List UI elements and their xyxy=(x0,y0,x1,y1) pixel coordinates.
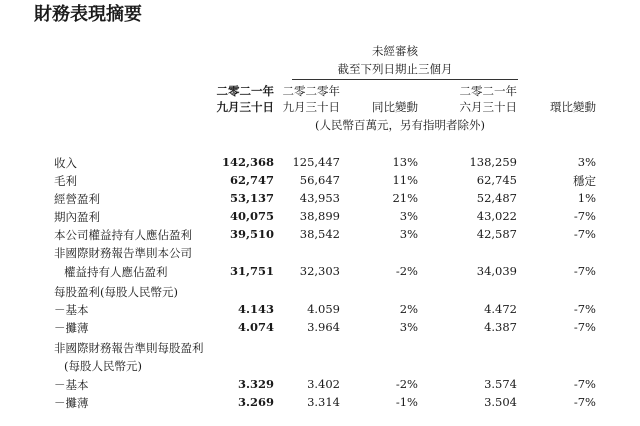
row-label: －基本 xyxy=(54,303,89,317)
qoq-change: -7% xyxy=(573,264,596,278)
yoy-change: -2% xyxy=(395,264,418,278)
qoq-change: -7% xyxy=(573,395,596,409)
row-label: 毛利 xyxy=(54,174,77,188)
value-2021-q3: 4.143 xyxy=(237,302,274,316)
table-row xyxy=(0,358,640,374)
yoy-change: 11% xyxy=(392,173,418,187)
yoy-change: 2% xyxy=(399,302,418,316)
value-2021-q3: 4.074 xyxy=(237,320,274,334)
table-row xyxy=(0,377,640,393)
value-2020-q3: 3.402 xyxy=(307,377,340,391)
value-2020-q3: 43,953 xyxy=(299,191,340,205)
row-label: 本公司權益持有人應佔盈利 xyxy=(54,228,192,242)
value-2021-q2: 4.472 xyxy=(484,302,517,316)
col4-date: 六月三十日 xyxy=(459,100,517,114)
col4-year: 二零二一年 xyxy=(459,84,517,98)
row-label: (每股人民幣元) xyxy=(64,359,142,373)
yoy-change: 3% xyxy=(399,209,418,223)
table-row xyxy=(0,284,640,300)
value-2020-q3: 32,303 xyxy=(299,264,340,278)
value-2021-q3: 40,075 xyxy=(229,209,274,223)
value-2021-q3: 142,368 xyxy=(221,155,274,169)
value-2020-q3: 3.964 xyxy=(307,320,340,334)
yoy-change: 3% xyxy=(399,227,418,241)
value-2021-q2: 3.504 xyxy=(484,395,517,409)
table-row xyxy=(0,245,640,261)
value-2021-q2: 138,259 xyxy=(469,155,517,169)
value-2021-q2: 43,022 xyxy=(476,209,517,223)
col2-year: 二零二零年 xyxy=(282,84,340,98)
unit-note: (人民幣百萬元，另有指明者除外) xyxy=(315,118,485,132)
row-label: 權益持有人應佔盈利 xyxy=(64,265,168,279)
yoy-change: -2% xyxy=(395,377,418,391)
value-2021-q3: 31,751 xyxy=(229,264,274,278)
col3-header: 同比變動 xyxy=(372,100,418,114)
value-2021-q3: 53,137 xyxy=(229,191,274,205)
value-2021-q2: 62,745 xyxy=(476,173,517,187)
row-label: 期內盈利 xyxy=(54,210,100,224)
row-label: －基本 xyxy=(54,378,89,392)
row-label: 每股盈利(每股人民幣元) xyxy=(54,285,178,299)
table-row xyxy=(0,395,640,411)
header-rule xyxy=(292,79,518,80)
qoq-change: -7% xyxy=(573,227,596,241)
qoq-change: -7% xyxy=(573,209,596,223)
table-row xyxy=(0,302,640,318)
row-label: 收入 xyxy=(54,156,77,170)
table-row xyxy=(0,191,640,207)
table-row xyxy=(0,173,640,189)
row-label: 非國際財務報告準則本公司 xyxy=(54,246,192,260)
yoy-change: 13% xyxy=(392,155,418,169)
value-2021-q2: 34,039 xyxy=(476,264,517,278)
value-2020-q3: 4.059 xyxy=(307,302,340,316)
table-row xyxy=(0,320,640,336)
value-2021-q3: 39,510 xyxy=(229,227,274,241)
table-row xyxy=(0,340,640,356)
value-2021-q3: 62,747 xyxy=(229,173,274,187)
header-unaudited: 未經審核 xyxy=(372,44,418,58)
value-2021-q2: 3.574 xyxy=(484,377,517,391)
col2-date: 九月三十日 xyxy=(282,100,340,114)
value-2021-q3: 3.329 xyxy=(237,377,274,391)
qoq-change: 1% xyxy=(577,191,596,205)
value-2020-q3: 3.314 xyxy=(307,395,340,409)
value-2021-q2: 4.387 xyxy=(484,320,517,334)
value-2021-q2: 52,487 xyxy=(476,191,517,205)
qoq-change: -7% xyxy=(573,377,596,391)
qoq-change: -7% xyxy=(573,302,596,316)
value-2021-q3: 3.269 xyxy=(237,395,274,409)
value-2020-q3: 56,647 xyxy=(299,173,340,187)
yoy-change: 21% xyxy=(392,191,418,205)
value-2020-q3: 125,447 xyxy=(292,155,340,169)
header-period: 截至下列日期止三個月 xyxy=(337,62,453,76)
value-2020-q3: 38,542 xyxy=(299,227,340,241)
table-row xyxy=(0,155,640,171)
table-row xyxy=(0,264,640,280)
table-row xyxy=(0,227,640,243)
col1-date: 九月三十日 xyxy=(216,100,274,114)
qoq-change: 3% xyxy=(577,155,596,169)
value-2021-q2: 42,587 xyxy=(476,227,517,241)
row-label: 非國際財務報告準則每股盈利 xyxy=(54,341,204,355)
row-label: －攤薄 xyxy=(54,396,89,410)
row-label: －攤薄 xyxy=(54,321,89,335)
value-2020-q3: 38,899 xyxy=(299,209,340,223)
table-row xyxy=(0,209,640,225)
col1-year: 二零二一年 xyxy=(216,84,274,98)
row-label: 經營盈利 xyxy=(54,192,100,206)
qoq-change: 穩定 xyxy=(573,174,596,188)
page-title: 財務表現摘要 xyxy=(34,4,142,25)
qoq-change: -7% xyxy=(573,320,596,334)
yoy-change: -1% xyxy=(395,395,418,409)
yoy-change: 3% xyxy=(399,320,418,334)
col5-header: 環比變動 xyxy=(550,100,596,114)
